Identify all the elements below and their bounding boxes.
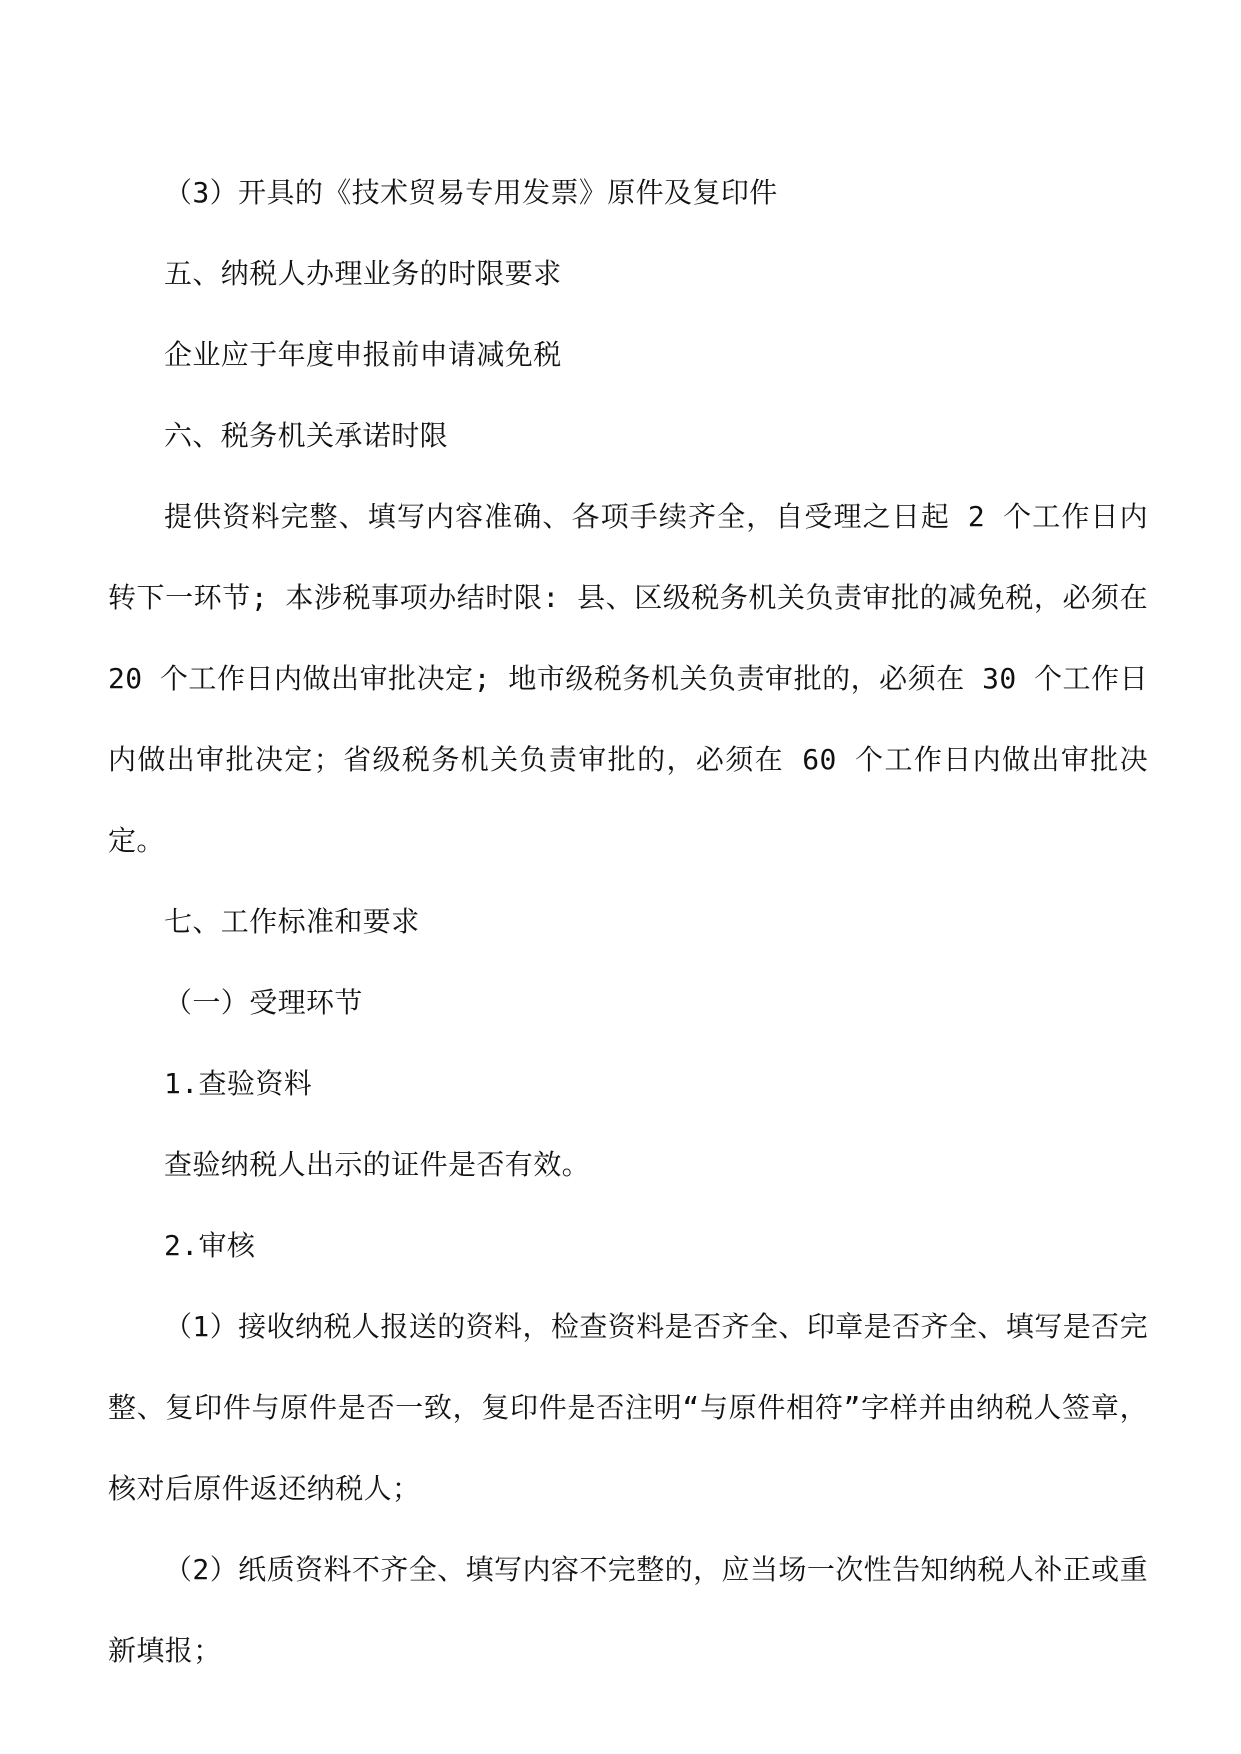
paragraph-apply-before-annual-filing: 企业应于年度申报前申请减免税 (164, 338, 562, 371)
paragraph-item-3-invoice: （3）开具的《技术贸易专用发票》原件及复印件 (164, 176, 778, 209)
paragraph-check-certificates: 查验纳税人出示的证件是否有效。 (164, 1148, 591, 1181)
paragraph-review-item-1: （1）接收纳税人报送的资料，检查资料是否齐全、印章是否齐全、填写是否完整、复印件与原件是否一致，复印件是否注明“与原件相符”字样并由纳税人签章，核对后原件返还纳税人； (108, 1310, 1148, 1505)
paragraph-review-item-2: （2）纸质资料不齐全、填写内容不完整的，应当场一次性告知纳税人补正或重新填报； (108, 1553, 1148, 1667)
subsection-heading-acceptance: （一）受理环节 (164, 986, 363, 1019)
paragraph-commitment-details: 提供资料完整、填写内容准确、各项手续齐全，自受理之日起 2 个工作日内转下一环节; 本涉税事项办结时限: 县、区级税务机关负责审批的减免税，必须在 20 个工作日内做出审批决定; 地市级税务机关负责审批的，必须在 30 个工作日内做出审批决定；省级税务机关负责审批的，必须在 60 个工作日内做出审批决定。 (108, 500, 1148, 857)
document-body (108, 152, 1148, 1691)
item-heading-review: 2.审核 (164, 1229, 256, 1262)
section-heading-6-commitment-time: 六、税务机关承诺时限 (164, 419, 449, 452)
section-heading-7-work-standards: 七、工作标准和要求 (164, 905, 420, 938)
section-heading-5-time-limit: 五、纳税人办理业务的时限要求 (164, 257, 562, 290)
item-heading-check-materials: 1.查验资料 (164, 1067, 313, 1100)
